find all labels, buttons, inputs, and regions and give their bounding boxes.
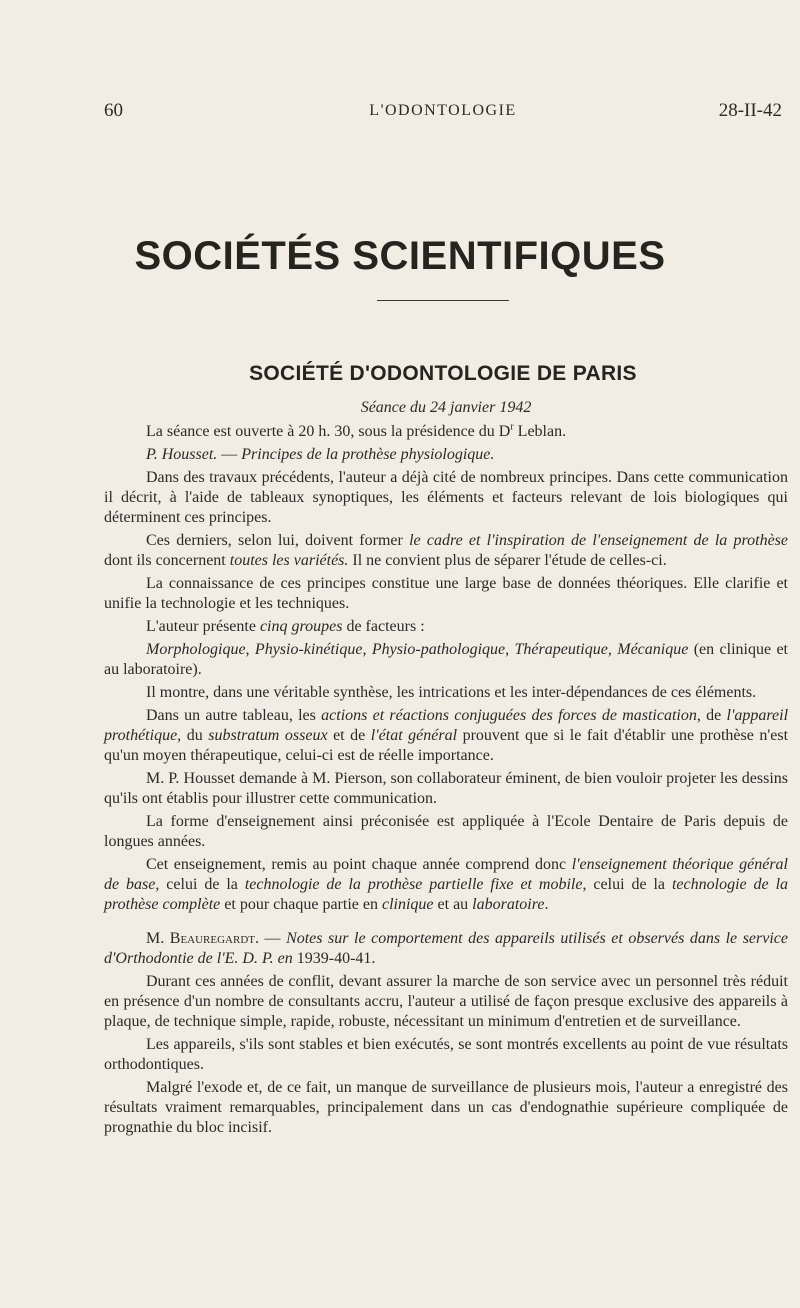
emphasis: clinique [381, 896, 434, 913]
emphasis: l'enseignement théorique général de base [104, 856, 788, 893]
running-head [104, 100, 782, 130]
journal-title: L'ODONTOLOGIE [369, 102, 517, 119]
emphasis: l'appareil prothétique [104, 707, 789, 744]
paragraph [104, 706, 788, 766]
text-run: La séance est ouverte à 20 h. 30, sous la présidence du D [146, 423, 511, 440]
communication-title: Notes sur le comportement des appareils utilisés et observés dans le service d'Orthodontie de l'E. D. P. en [104, 930, 788, 967]
text-run: , du [177, 727, 209, 744]
session-date: Séance du 24 janvier 1942 [360, 399, 532, 416]
paragraph: La forme d'enseignement ainsi préconisée est appliquée à l'Ecole Dentaire de Paris depuis de longues années. [104, 813, 788, 850]
text-run: dont ils concernent [104, 552, 230, 569]
text-run: et pour chaque partie en [220, 896, 382, 913]
emphasis: actions et réactions conjuguées des forces de mastication [321, 707, 697, 724]
paragraph: La connaissance de ces principes constitue une large base de données théoriques. Elle clarifie et unifie la technologie et les techniques. [104, 575, 788, 612]
society-title: SOCIÉTÉ D'ODONTOLOGIE DE PARIS [249, 362, 637, 385]
emphasis: l'état général [370, 727, 458, 744]
communication-title: Principes de la prothèse physiologique. [241, 446, 495, 463]
text-run: (en clinique et au laboratoire). [104, 641, 789, 678]
text-run: . [544, 896, 549, 913]
paragraph: Durant ces années de conflit, devant assurer la marche de son service avec un personnel très réduit en présence d'un nombre de consultants accru, l'auteur a utilisé de façon presque exclusive des appareils à plaque, de technique simple, rapide, robuste, nécessitant un minimum d'entretien et de surveillance. [104, 973, 788, 1030]
text-run: — [217, 446, 242, 463]
title-divider [377, 300, 509, 301]
text-run: et au [433, 896, 473, 913]
text-run: , celui de la [155, 876, 245, 893]
author-name: Beauregardt. [169, 930, 259, 947]
text-run: Cet enseignement, remis au point chaque année comprend donc [146, 856, 572, 873]
emphasis: substratum osseux [208, 727, 328, 744]
emphasis: Morphologique, Physio-kinétique, Physio-pathologique, Thérapeutique, Mécanique [146, 641, 689, 658]
paragraph [104, 617, 788, 637]
paragraph: Il montre, dans une véritable synthèse, les intrications et les inter-dépendances de ces éléments. [146, 684, 757, 701]
text-run: prouvent que si le fait d'établir une prothèse n'est qu'un moyen thérapeutique, celui-ci est de réelle importance. [104, 727, 789, 764]
paragraph [104, 855, 788, 915]
paragraph: Les appareils, s'ils sont stables et bien exécutés, se sont montrés excellents au point de vue résultats orthodontiques. [104, 1036, 788, 1073]
text-run: Leblan. [513, 423, 567, 440]
communication-heading-housset [104, 445, 788, 465]
paragraph [104, 531, 788, 571]
emphasis: toutes les variétés. [229, 552, 349, 569]
text-run: et de [327, 727, 371, 744]
section-title: SOCIÉTÉS SCIENTIFIQUES [134, 234, 666, 278]
paragraph: Dans des travaux précédents, l'auteur a déjà cité de nombreux principes. Dans cette communication il décrit, à l'aide de tableaux synoptiques, les éléments et facteurs relevant de lois biologiques qui déterminent ces principes. [104, 469, 788, 526]
text-run: 1939-40-41. [292, 950, 376, 967]
paragraph: Malgré l'exode et, de ce fait, un manque de surveillance de plusieurs mois, l'auteur a enregistré des résultats vraiment remarquables, principalement dans un cas d'endognathie supérieure compliquée de prognathie du bloc incisif. [104, 1079, 788, 1136]
text-run: , celui de la [582, 876, 672, 893]
emphasis: technologie de la prothèse complète [104, 876, 789, 913]
author-name: P. Housset. [146, 446, 218, 463]
text-run: Il ne convient plus de séparer l'étude de celles-ci. [348, 552, 667, 569]
emphasis: technologie de la prothèse partielle fixe et mobile [244, 876, 583, 893]
text-run: Ces derniers, selon lui, doivent former [146, 532, 410, 549]
emphasis: cinq groupes [259, 618, 343, 635]
article-body [104, 398, 788, 1138]
text-run: de facteurs : [342, 618, 425, 635]
emphasis: le cadre et l'inspiration de l'enseignement de la prothèse [409, 532, 789, 549]
issue-date: 28-II-42 [718, 100, 782, 121]
superscript: r [510, 421, 514, 433]
text-run: , de [696, 707, 727, 724]
text-run: Dans un autre tableau, les [146, 707, 322, 724]
page-number: 60 [104, 100, 123, 121]
paragraph [104, 640, 788, 680]
communication-heading-beauregardt [104, 929, 788, 969]
text-run: — [259, 930, 287, 947]
emphasis: laboratoire [472, 896, 545, 913]
paragraph-opening [104, 422, 788, 442]
text-run: L'auteur présente [146, 618, 260, 635]
text-run: M. [146, 930, 170, 947]
paragraph: M. P. Housset demande à M. Pierson, son collaborateur éminent, de bien vouloir projeter les dessins qu'ils ont établis pour illustrer cette communication. [104, 770, 788, 807]
